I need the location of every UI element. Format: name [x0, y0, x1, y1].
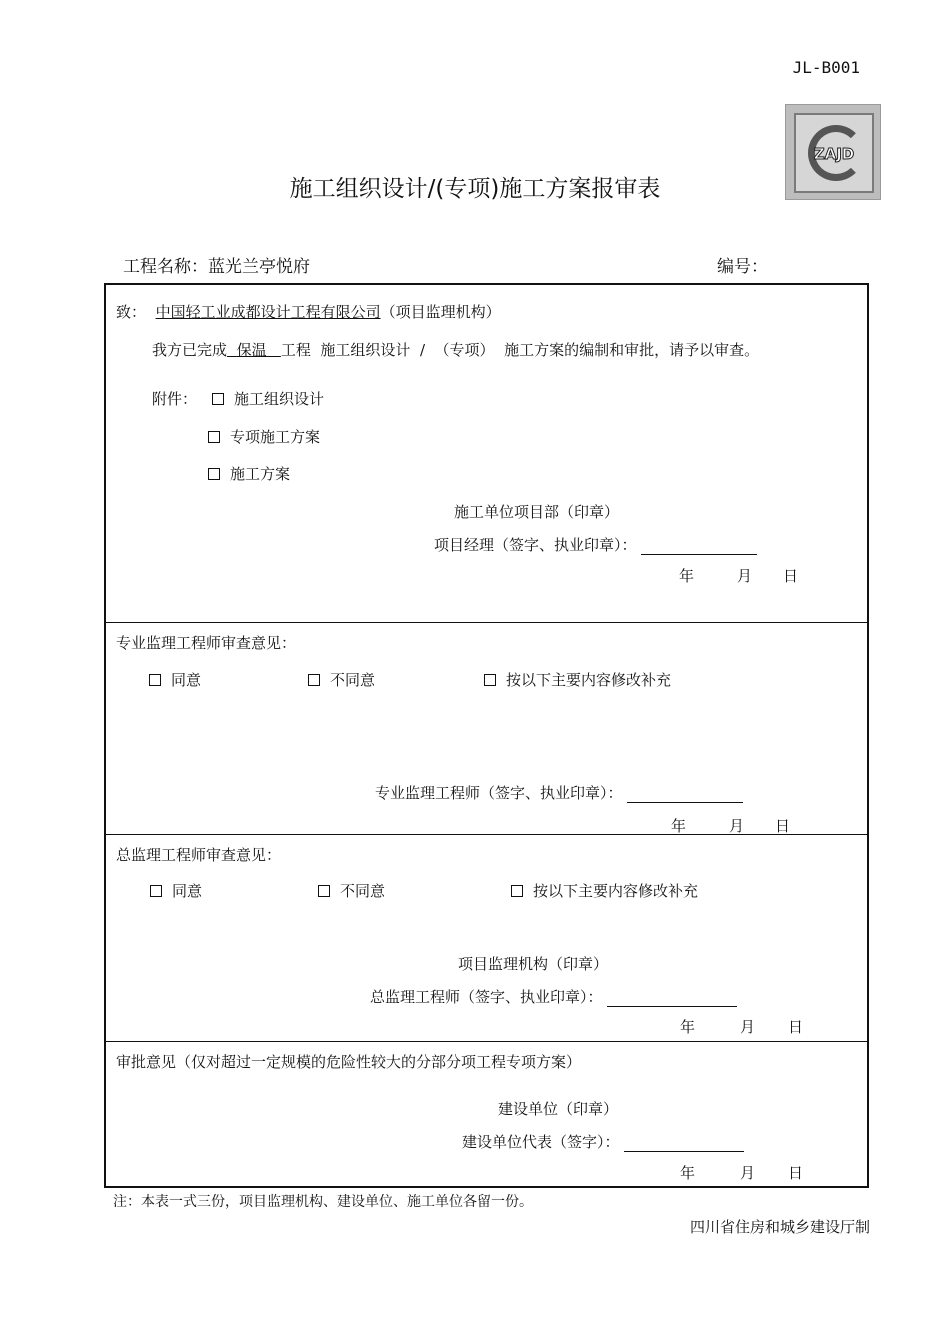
- option-disagree[interactable]: 不同意: [308, 669, 375, 690]
- approval-heading: 审批意见（仅对超过一定规模的危险性较大的分部分项工程专项方案）: [116, 1053, 582, 1071]
- project-name-label: 工程名称：: [123, 257, 208, 277]
- checkbox-icon[interactable]: [212, 393, 224, 405]
- client-seal: 建设单位（印章）: [498, 1100, 619, 1118]
- submission-section: [106, 285, 867, 623]
- attachment-label: 施工方案: [230, 465, 291, 483]
- signature-line[interactable]: [641, 540, 757, 555]
- statement-suffix: 工程 施工组织设计 / （专项） 施工方案的编制和审批，请予以审查。: [280, 341, 760, 359]
- attachment-org-design[interactable]: [212, 388, 324, 409]
- supervision-seal: 项目监理机构（印章）: [458, 955, 609, 973]
- approval-section: [106, 1041, 867, 1188]
- project-name-value: 蓝光兰亭悦府: [208, 257, 310, 277]
- option-revise[interactable]: 按以下主要内容修改补充: [484, 669, 671, 690]
- signature-label: 总监理工程师（签字、执业印章）：: [370, 988, 603, 1006]
- specialist-review-section: [106, 622, 867, 835]
- attachment-construction-plan[interactable]: [208, 463, 290, 484]
- form-title: 施工组织设计/(专项)施工方案报审表: [289, 176, 661, 202]
- signature-line[interactable]: [607, 992, 737, 1007]
- addressee-suffix: （项目监理机构）: [380, 303, 501, 321]
- signature-label: 项目经理（签字、执业印章）：: [434, 536, 637, 554]
- checkbox-icon[interactable]: [208, 431, 220, 443]
- checkbox-icon[interactable]: [150, 885, 162, 897]
- project-name: [123, 252, 310, 277]
- specialist-signature: [375, 782, 743, 803]
- date-line: 年 月 日: [680, 1164, 804, 1182]
- checkbox-icon[interactable]: [511, 885, 523, 897]
- option-agree[interactable]: 同意: [149, 669, 201, 690]
- issuer: 四川省住房和城乡建设厅制: [689, 1218, 870, 1236]
- checkbox-icon[interactable]: [149, 674, 161, 686]
- statement-prefix: 我方已完成: [152, 341, 228, 359]
- project-manager-signature: [434, 534, 757, 555]
- chief-review-heading: 总监理工程师审查意见：: [116, 846, 282, 864]
- option-agree[interactable]: 同意: [150, 880, 202, 901]
- specialist-review-heading: 专业监理工程师审查意见：: [116, 634, 297, 652]
- addressee-org: 中国轻工业成都设计工程有限公司: [155, 303, 381, 321]
- logo-text: ZAJD: [813, 145, 855, 163]
- checkbox-icon[interactable]: [318, 885, 330, 897]
- client-representative-signature: [462, 1131, 744, 1152]
- attachment-label: 专项施工方案: [230, 428, 321, 446]
- form-code: JL-B001: [792, 58, 860, 77]
- footnote: 注：本表一式三份，项目监理机构、建设单位、施工单位各留一份。: [113, 1194, 533, 1210]
- date-line: 年 月 日: [671, 817, 791, 835]
- form-number-label: 编号：: [717, 257, 768, 277]
- signature-line[interactable]: [624, 1137, 744, 1152]
- checkbox-icon[interactable]: [308, 674, 320, 686]
- approval-form-table: [104, 283, 869, 1188]
- contractor-seal: 施工单位项目部（印章）: [454, 503, 620, 521]
- signature-label: 建设单位代表（签字）：: [462, 1133, 620, 1151]
- submission-statement: [152, 339, 759, 360]
- checkbox-icon[interactable]: [484, 674, 496, 686]
- to-label: 致：: [116, 303, 147, 321]
- addressee-line: [116, 301, 501, 322]
- attachments-label: 附件：: [152, 390, 198, 408]
- date-line: 年 月 日: [680, 1018, 804, 1036]
- attachment-special-plan[interactable]: [208, 426, 320, 447]
- chief-signature: [370, 986, 737, 1007]
- signature-label: 专业监理工程师（签字、执业印章）：: [375, 784, 623, 802]
- date-line: 年 月 日: [679, 567, 799, 585]
- chief-review-section: [106, 834, 867, 1042]
- work-name: 保温: [236, 341, 267, 359]
- checkbox-icon[interactable]: [208, 468, 220, 480]
- option-disagree[interactable]: 不同意: [318, 880, 385, 901]
- attachment-label: 施工组织设计: [234, 390, 325, 408]
- signature-line[interactable]: [627, 788, 743, 803]
- option-revise[interactable]: 按以下主要内容修改补充: [511, 880, 698, 901]
